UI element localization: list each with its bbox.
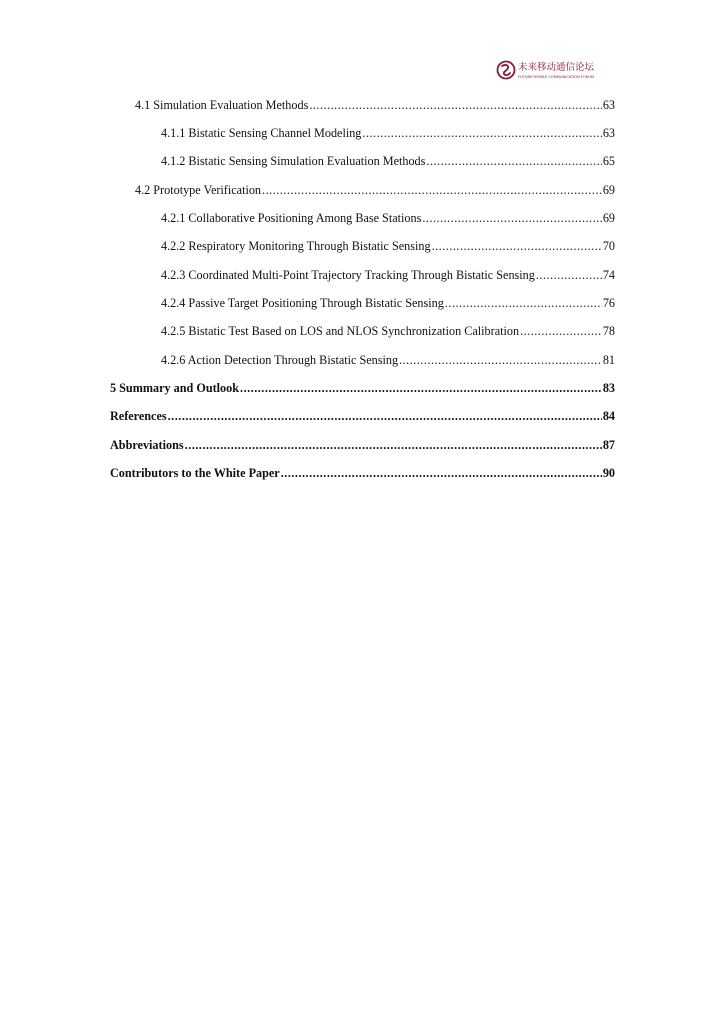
toc-entry-page: 63 xyxy=(602,126,615,140)
toc-entry[interactable] xyxy=(110,407,615,425)
toc-entry[interactable] xyxy=(110,351,615,369)
toc-entry[interactable] xyxy=(110,266,615,284)
toc-entry-title: 4.2.2 Respiratory Monitoring Through Bistatic Sensing xyxy=(161,239,431,253)
toc-entry[interactable] xyxy=(110,152,615,170)
toc-leader-dots xyxy=(399,351,602,369)
toc-entry-page: 74 xyxy=(602,268,615,282)
toc-entry[interactable] xyxy=(110,96,615,114)
toc-entry[interactable] xyxy=(110,322,615,340)
toc-leader-dots xyxy=(426,152,601,170)
toc-entry[interactable] xyxy=(110,294,615,312)
toc-entry[interactable] xyxy=(110,379,615,397)
toc-entry-title: 4.2 Prototype Verification xyxy=(135,183,262,197)
toc-leader-dots xyxy=(168,407,602,425)
toc-entry[interactable] xyxy=(110,209,615,227)
toc-entry-title: 4.1.1 Bistatic Sensing Channel Modeling xyxy=(161,126,362,140)
toc-entry-page: 90 xyxy=(602,466,615,480)
toc-entry-page: 65 xyxy=(602,154,615,168)
toc-entry-title: 4.2.6 Action Detection Through Bistatic Sensing xyxy=(161,353,399,367)
toc-entry-title: 4.2.1 Collaborative Positioning Among Base Stations xyxy=(161,211,422,225)
forum-logo xyxy=(496,59,606,81)
toc-entry[interactable] xyxy=(110,237,615,255)
toc-leader-dots xyxy=(536,266,602,284)
logo-text-en: FUTURE MOBILE COMMUNICATION FORUM xyxy=(518,75,594,79)
toc-entry-title: 5 Summary and Outlook xyxy=(110,381,240,395)
toc-leader-dots xyxy=(185,436,602,454)
logo-text-cn: 未来移动通信论坛 xyxy=(518,62,595,73)
toc-entry-page: 70 xyxy=(602,239,615,253)
toc-entry[interactable] xyxy=(110,124,615,142)
toc-leader-dots xyxy=(281,464,602,482)
toc-entry-title: 4.1 Simulation Evaluation Methods xyxy=(135,98,309,112)
toc-entry-page: 78 xyxy=(602,324,615,338)
toc-leader-dots xyxy=(432,237,602,255)
toc-entry[interactable] xyxy=(110,436,615,454)
toc-entry-title: 4.2.5 Bistatic Test Based on LOS and NLOS Synchronization Calibration xyxy=(161,324,520,338)
toc-entry-title: Contributors to the White Paper xyxy=(110,466,280,480)
toc-entry-title: References xyxy=(110,409,167,423)
toc-entry-page: 69 xyxy=(602,211,615,225)
forum-logo-icon xyxy=(496,59,606,81)
toc-entry-page: 76 xyxy=(602,296,615,310)
toc-entry-page: 69 xyxy=(602,183,615,197)
toc-leader-dots xyxy=(422,209,601,227)
toc-entry-page: 63 xyxy=(602,98,615,112)
toc-entry-title: 4.1.2 Bistatic Sensing Simulation Evaluation Methods xyxy=(161,154,426,168)
toc-entry-title: Abbreviations xyxy=(110,438,184,452)
toc-leader-dots xyxy=(240,379,602,397)
toc-leader-dots xyxy=(362,124,601,142)
toc-entry[interactable] xyxy=(110,181,615,199)
toc-entry-page: 87 xyxy=(602,438,615,452)
toc-entry-page: 83 xyxy=(602,381,615,395)
toc-leader-dots xyxy=(309,96,601,114)
toc-entry[interactable] xyxy=(110,464,615,482)
toc-entry-title: 4.2.3 Coordinated Multi-Point Trajectory Tracking Through Bistatic Sensing xyxy=(161,268,535,282)
toc-leader-dots xyxy=(262,181,602,199)
toc-leader-dots xyxy=(520,322,602,340)
toc-entry-title: 4.2.4 Passive Target Positioning Through Bistatic Sensing xyxy=(161,296,444,310)
toc-leader-dots xyxy=(445,294,602,312)
toc-entry-page: 81 xyxy=(602,353,615,367)
toc-entry-page: 84 xyxy=(602,409,615,423)
